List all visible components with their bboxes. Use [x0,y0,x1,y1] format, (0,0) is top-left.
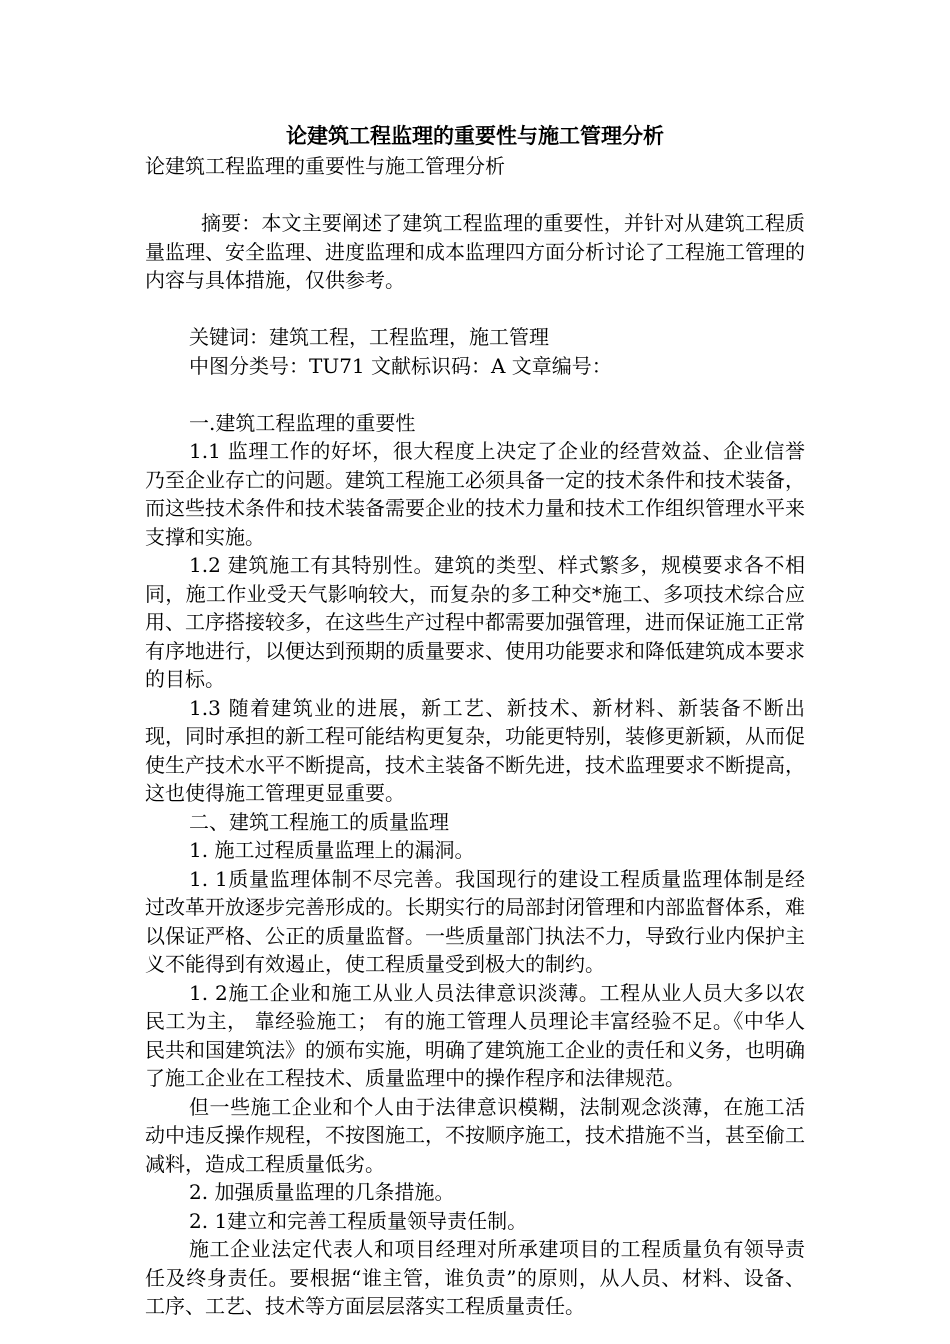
section-heading: 一.建筑工程监理的重要性 [189,410,416,435]
section-heading: 二、建筑工程施工的质量监理 [189,809,449,834]
paragraph: 1.3 随着建筑业的进展，新工艺、新技术、新材料、新装备不断出现，同时承担的新工程可能结构更复杂，功能更特别，装修更新颖，从而促使生产技术水平不断提高，技术主装备不断先进，技术监理要求不断提高，这也使得施工管理更显重要。 [145,695,805,805]
keywords-line: 关键词：建筑工程，工程监理，施工管理 [189,325,549,349]
paragraph: 但一些施工企业和个人由于法律意识模糊，法制观念淡薄，在施工活动中违反操作规程，不按图施工，不按顺序施工，技术措施不当，甚至偷工减料，造成工程质量低劣。 [145,1094,805,1176]
paragraph: 1. 2施工企业和施工从业人员法律意识淡薄。工程从业人员大多以农民工为主， 靠经验施工； 有的施工管理人员理论丰富经验不足。《中华人民共和国建筑法》的颁布实施，明确了建筑施工企业的责任和义务，也明确了施工企业在工程技术、质量监理中的操作程序和法律规范。 [145,980,805,1090]
paragraph: 1.2 建筑施工有其特别性。建筑的类型、样式繁多，规模要求各不相同，施工作业受天气影响较大，而复杂的多工种交*施工、多项技术综合应用、工序搭接较多，在这些生产过程中都需要加强管理，进而保证施工正常有序地进行，以便达到预期的质量要求、使用功能要求和降低建筑成本要求的目标。 [145,553,805,691]
paragraph: 施工企业法定代表人和项目经理对所承建项目的工程质量负有领导责任及终身责任。要根据“谁主管，谁负责”的原则，从人员、材料、设备、工序、工艺、技术等方面层层落实工程质量责任。 [145,1237,805,1318]
spacer [145,380,805,409]
spacer [145,295,805,324]
document-subtitle: 论建筑工程监理的重要性与施工管理分析 [145,154,505,178]
spacer [145,181,805,210]
paragraph: 1. 1质量监理体制不尽完善。我国现行的建设工程质量监理体制是经过改革开放逐步完善形成的。长期实行的局部封闭管理和内部监督体系，难以保证严格、公正的质量监督。一些质量部门执法不力，导致行业内保护主义不能得到有效遏止，使工程质量受到极大的制约。 [145,866,805,976]
abstract-paragraph: 摘要：本文主要阐述了建筑工程监理的重要性，并针对从建筑工程质量监理、安全监理、进度监理和成本监理四方面分析讨论了工程施工管理的内容与具体措施，仅供参考。 [145,211,805,292]
document-page [145,120,805,1321]
subsection-heading: 2. 1建立和完善工程质量领导责任制。 [189,1208,528,1233]
subsection-heading: 1. 施工过程质量监理上的漏洞。 [189,838,475,862]
paragraph: 1.1 监理工作的好坏，很大程度上决定了企业的经营效益、企业信誉乃至企业存亡的问题。建筑工程施工必须具备一定的技术条件和技术装备，而这些技术条件和技术装备需要企业的技术力量和技术工作组织管理水平来支撑和实施。 [145,439,805,549]
subsection-heading: 2. 加强质量监理的几条措施。 [189,1180,455,1204]
classification-line: 中图分类号：TU71 文献标识码：A 文章编号： [189,353,612,378]
document-title: 论建筑工程监理的重要性与施工管理分析 [286,123,664,148]
